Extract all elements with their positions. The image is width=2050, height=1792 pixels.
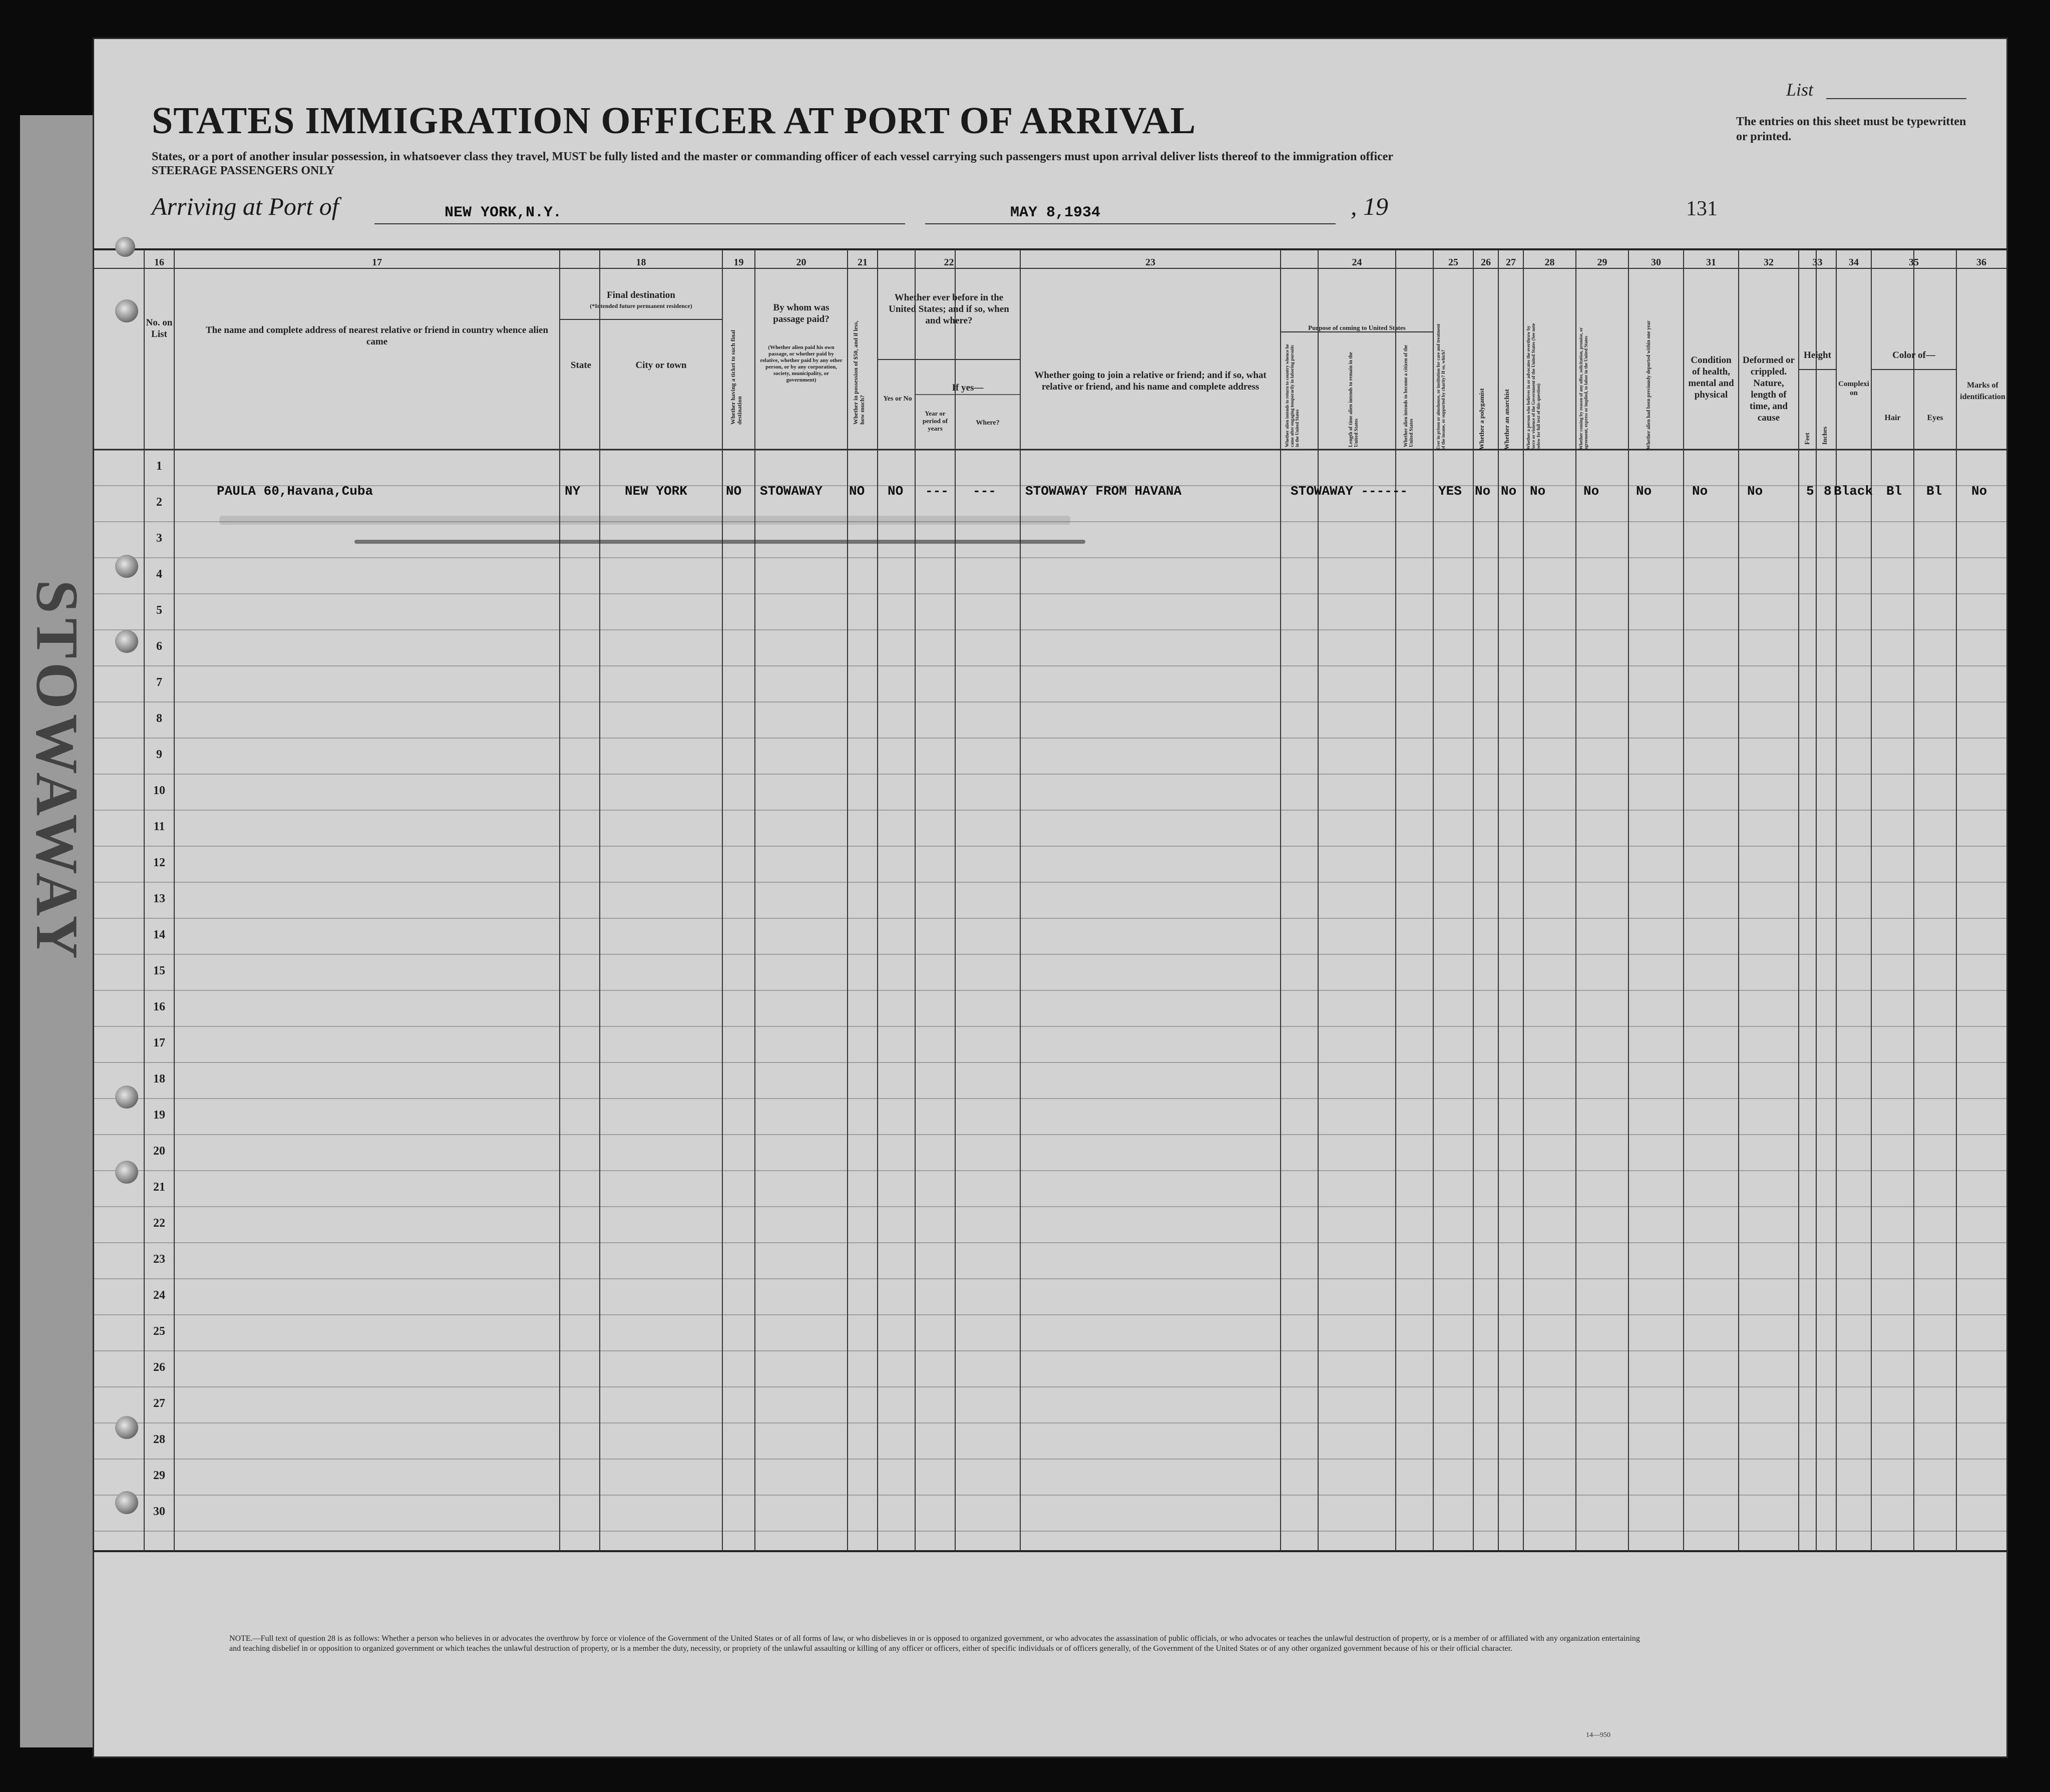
entry-deformed[interactable]: No — [1747, 484, 1763, 499]
form-code: 14—950 — [1586, 1731, 1610, 1739]
entry-passage-paid[interactable]: STOWAWAY — [760, 484, 823, 499]
row-number: 27 — [153, 1397, 165, 1410]
entry-relative-address[interactable]: PAULA 60,Havana,Cuba — [217, 484, 373, 499]
row-number: 21 — [153, 1181, 165, 1194]
row-number: 9 — [156, 748, 162, 761]
header-deformed: Deformed or crippled. Nature, length of time, and cause — [1743, 355, 1795, 423]
row-number: 3 — [156, 532, 162, 545]
row-number: 29 — [153, 1469, 165, 1482]
header-year: Year or period of years — [922, 410, 948, 432]
header-money: Whether in possession of $50, and if less, how much? — [852, 320, 866, 425]
header-height: Height — [1804, 350, 1831, 361]
table-grid — [94, 39, 2006, 1756]
entry-hair[interactable]: Bl — [1886, 484, 1902, 499]
binder-hole — [115, 299, 138, 322]
faded-carbon-row — [219, 516, 1070, 525]
row-number: 14 — [153, 928, 165, 941]
row-number: 7 — [156, 676, 162, 689]
col-number: 27 — [1506, 257, 1516, 268]
header-polygamist: Whether a polygamist — [1478, 388, 1485, 450]
row-number: 11 — [153, 820, 165, 833]
date-field-line — [925, 223, 1336, 224]
row-number: 10 — [153, 784, 165, 797]
page-title: STATES IMMIGRATION OFFICER AT PORT OF ARRIVAL — [152, 100, 1196, 142]
header-eyes: Eyes — [1927, 414, 1943, 422]
header-purpose-length: Length of time alien intends to remain in the United States — [1348, 352, 1359, 447]
header-where: Where? — [976, 419, 1000, 427]
header-final-destination: Final destination — [607, 290, 675, 300]
header-final-destination-sub: (*Intended future permanent residence) — [590, 302, 692, 309]
col-number: 33 — [1812, 257, 1823, 268]
footnote: NOTE.—Full text of question 28 is as follows: Whether a person who believes in or advocates the overthrow by force or violence of the Government of the United States or of all forms of law, or who disbelieves in or is opposed to organized government, or who advocates the assassination of public officials, or who advocates or teaches the unlawful destruction of property, or is a member of or affiliated with any organization entertaining and teaching disbelief in or opposition to organized government or which teaches the unlawful destruction of property, or is a member the duty, necessity, or propriety of the unlawful assaulting or killing of any officer or officers, either of specific individuals or of officers generally, of the Government of the United States or of any other organized government because of his or their official character. — [229, 1634, 1640, 1653]
row-number: 2 — [156, 496, 162, 509]
entry-feet[interactable]: 5 — [1806, 484, 1814, 499]
col-number: 24 — [1352, 257, 1362, 268]
entry-anarchist[interactable]: No — [1501, 484, 1517, 499]
row-number: 6 — [156, 640, 162, 653]
row-number: 24 — [153, 1289, 165, 1302]
binder-hole — [115, 237, 135, 257]
header-if-yes: If yes— — [952, 383, 984, 393]
col-number: 26 — [1481, 257, 1491, 268]
col-number: 17 — [372, 257, 382, 268]
header-purpose-citizen: Whether alien intends to become a citizen of the United States — [1403, 344, 1414, 447]
header-joining: Whether going to join a relative or friend; and if so, what relative or friend, and his name and complete address — [1034, 370, 1267, 392]
entries-note: The entries on this sheet must be typewritten or printed. — [1736, 115, 1966, 143]
binder-hole — [115, 555, 138, 578]
entry-overthrow[interactable]: No — [1530, 484, 1546, 499]
strike-mark — [354, 540, 1085, 544]
steerage-label: STEERAGE PASSENGERS ONLY — [152, 164, 335, 177]
header-deported: Whether alien had been previously deported within one year — [1646, 320, 1652, 450]
row-number: 30 — [153, 1505, 165, 1518]
header-purpose: Purpose of coming to United States — [1308, 324, 1406, 331]
row-number: 8 — [156, 712, 162, 725]
row-number: 13 — [153, 892, 165, 905]
row-number: 28 — [153, 1433, 165, 1446]
list-label: List — [1786, 80, 1814, 100]
col-number: 22 — [944, 257, 954, 268]
col-number: 21 — [858, 257, 868, 268]
header-prison: Ever in prison or almshouse, or institution for care and treatment of the insane, or supported by charity? If so, which? — [1436, 323, 1446, 450]
entry-money[interactable]: NO — [849, 484, 865, 499]
entry-prison[interactable]: YES — [1438, 484, 1462, 499]
entry-marks[interactable]: No — [1971, 484, 1987, 499]
date-value[interactable]: MAY 8,1934 — [1010, 204, 1101, 221]
row-number: 22 — [153, 1217, 165, 1230]
binder-hole — [115, 1416, 138, 1439]
port-field-line — [374, 223, 905, 224]
header-passage-paid: By whom was passage paid? — [773, 302, 830, 324]
entry-offer-labor[interactable]: No — [1583, 484, 1599, 499]
col-number: 16 — [154, 257, 164, 268]
col-number: 19 — [733, 257, 744, 268]
binder-hole — [115, 1491, 138, 1514]
col-number: 35 — [1909, 257, 1919, 268]
header-marks: Marks of identification — [1960, 381, 2005, 401]
header-yes-no: Yes or No — [883, 395, 912, 403]
header-feet: Feet — [1803, 433, 1811, 445]
row-number: 26 — [153, 1361, 165, 1374]
row-number: 12 — [153, 856, 165, 869]
header-offer-labor: Whether coming by reason of any offer, solicitation, promise, or agreement, express or implied, to labor in the United States — [1578, 327, 1588, 450]
header-city: City or town — [635, 360, 687, 371]
row-number: 17 — [153, 1036, 165, 1049]
entry-before-in-us[interactable]: NO — [888, 484, 904, 499]
row-number: 25 — [153, 1325, 165, 1338]
header-ticket: Whether having a ticket to such final destination — [729, 329, 743, 425]
col-number: 20 — [796, 257, 806, 268]
entry-state[interactable]: NY — [565, 484, 581, 499]
entry-complexion[interactable]: Black — [1834, 484, 1873, 499]
row-number: 5 — [156, 604, 162, 617]
binder-hole — [115, 630, 138, 653]
header-complexion: Complexion — [1838, 380, 1869, 397]
col-number: 31 — [1706, 257, 1716, 268]
entry-inches[interactable]: 8 — [1824, 484, 1832, 499]
entry-polygamist[interactable]: No — [1475, 484, 1491, 499]
header-color-of: Color of— — [1892, 350, 1935, 361]
header-health: Condition of health, mental and physical — [1688, 355, 1734, 400]
header-before-in-us: Whether ever before in the United States; and if so, when and where? — [889, 292, 1009, 326]
port-value[interactable]: NEW YORK,N.Y. — [445, 204, 562, 221]
row-number: 16 — [153, 1000, 165, 1013]
year-prefix: , 19 — [1351, 192, 1388, 220]
header-relative-address: The name and complete address of nearest relative or friend in country whence alien came — [205, 325, 549, 347]
col-number: 34 — [1849, 257, 1859, 268]
entry-city[interactable]: NEW YORK — [625, 484, 687, 499]
entry-purpose[interactable]: STOWAWAY ------ — [1291, 484, 1408, 499]
entry-deported[interactable]: No — [1636, 484, 1652, 499]
entry-ticket[interactable]: NO — [726, 484, 742, 499]
header-overthrow: Whether a person who believes in or advocates the overthrow by force or violence of the Government of the United States (See note below for full text of this question) — [1526, 323, 1541, 450]
row-number: 4 — [156, 568, 162, 581]
side-stamp: STOWAWAY — [24, 580, 91, 964]
row-number: 1 — [156, 460, 162, 473]
col-number: 36 — [1976, 257, 1986, 268]
row-number: 19 — [153, 1109, 165, 1122]
row-number: 23 — [153, 1253, 165, 1266]
entry-where[interactable]: --- — [973, 484, 996, 499]
col-number: 29 — [1597, 257, 1607, 268]
entry-eyes[interactable]: Bl — [1926, 484, 1942, 499]
col-number: 18 — [636, 257, 646, 268]
arriving-label: Arriving at Port of — [152, 192, 339, 220]
header-purpose-return: Whether alien intends to return to country whence he came after engaging temporarily in laboring pursuits in the United States — [1285, 344, 1300, 447]
entry-health[interactable]: No — [1692, 484, 1708, 499]
header-inches: Inches — [1821, 426, 1828, 445]
entry-joining[interactable]: STOWAWAY FROM HAVANA — [1025, 484, 1182, 499]
col-number: 30 — [1651, 257, 1661, 268]
entry-year[interactable]: --- — [925, 484, 949, 499]
header-state: State — [570, 360, 592, 371]
subtitle: States, or a port of another insular possession, in whatsoever class they travel, MUST be fully listed and the master or commanding officer of each vessel carrying such passengers must upon arrival deliver lists thereof to the immigration officer — [152, 150, 1394, 163]
col-number: 28 — [1544, 257, 1555, 268]
binder-hole — [115, 1161, 138, 1184]
col-number: 32 — [1764, 257, 1774, 268]
manifest-sheet — [24, 38, 2008, 1758]
page-number: 131 — [1686, 197, 1718, 220]
header-anarchist: Whether an anarchist — [1503, 389, 1510, 450]
header-hair: Hair — [1884, 414, 1901, 422]
row-number: 15 — [153, 964, 165, 977]
row-number: 18 — [153, 1072, 165, 1086]
col-number: 25 — [1448, 257, 1458, 268]
header-passage-paid-sub: (Whether alien paid his own passage, or whether paid by relative, whether paid by any other person, or by any corporation, society, municipality, or government) — [760, 344, 843, 383]
list-number-field[interactable] — [1826, 98, 1966, 99]
binder-hole — [115, 1086, 138, 1109]
row-number: 20 — [153, 1145, 165, 1158]
col-number: 23 — [1145, 257, 1155, 268]
header-no-on-list: No. on List — [146, 317, 173, 339]
